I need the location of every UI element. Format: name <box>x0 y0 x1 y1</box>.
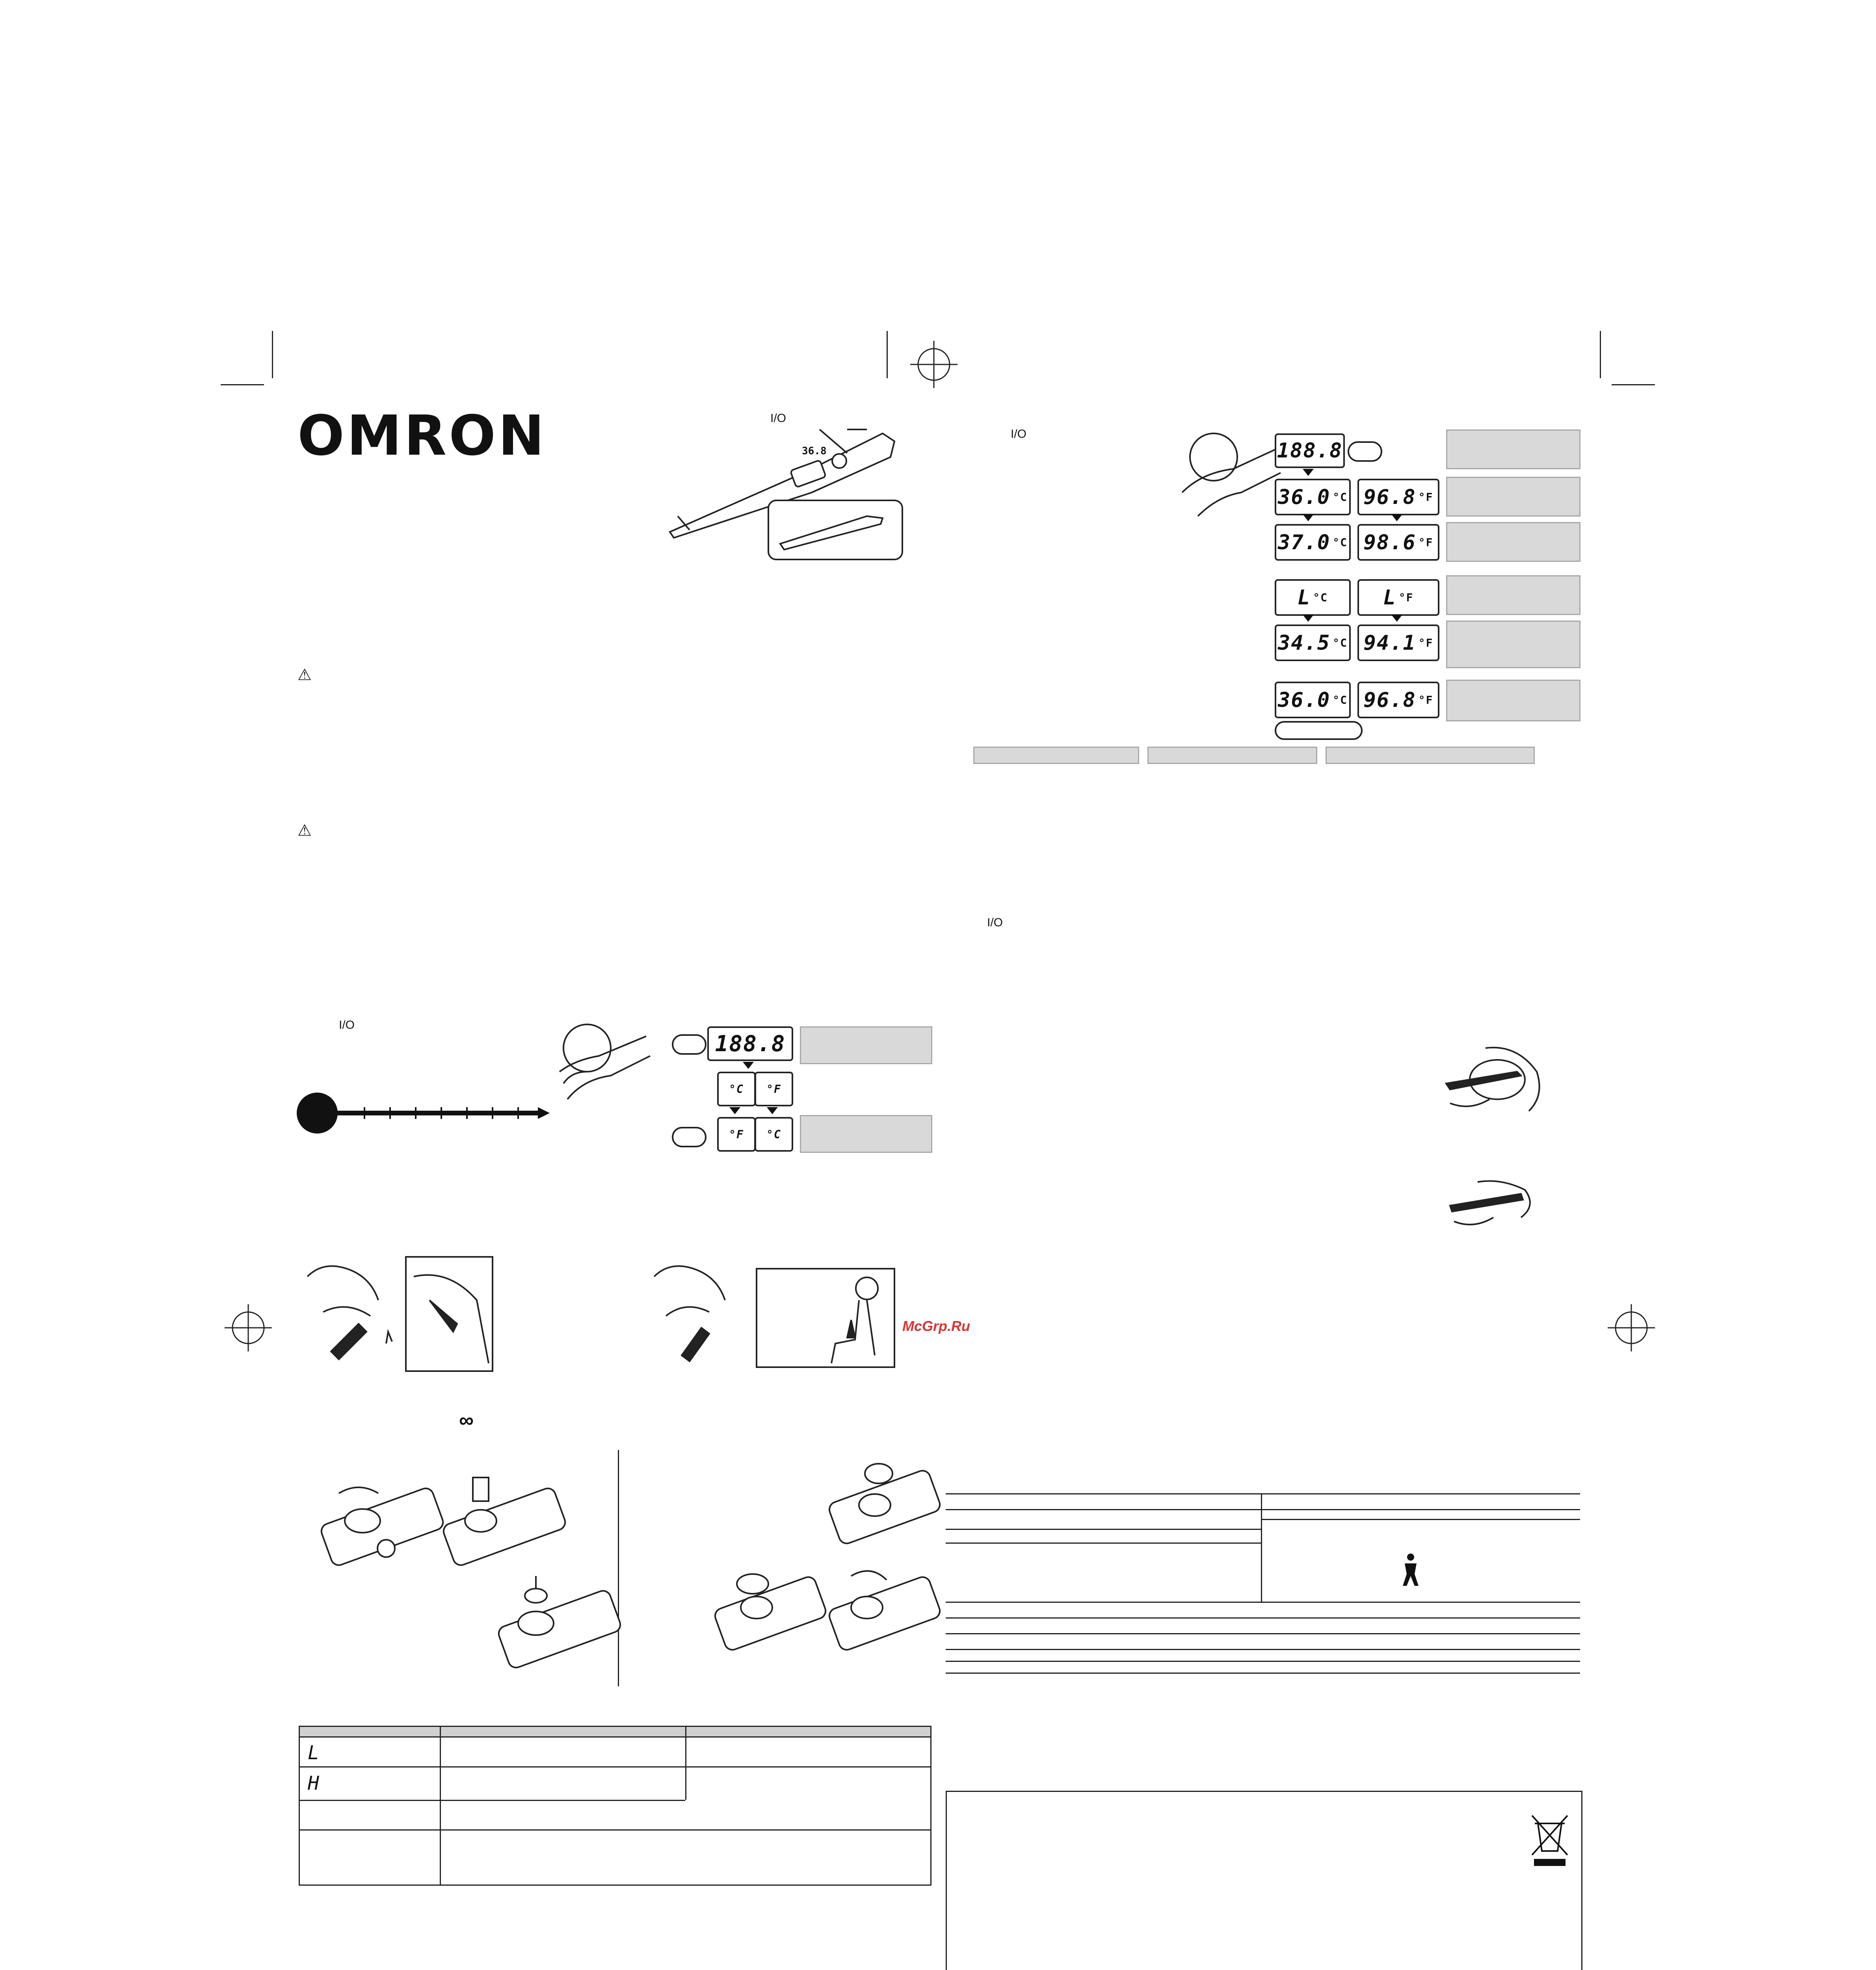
lcd-fahrenheit <box>1357 682 1439 718</box>
table-rule <box>946 1617 1580 1619</box>
instruction-box <box>1446 575 1580 615</box>
watermark: McGrp.Ru <box>902 1318 971 1334</box>
table-row-divider <box>300 1829 930 1831</box>
table-row-symbol: L <box>308 1742 319 1764</box>
arrow-down <box>767 1107 778 1114</box>
warning-icon: ⚠ <box>297 822 312 839</box>
timeline-bar <box>294 1091 554 1135</box>
lcd-value: 96.8 <box>1363 688 1416 712</box>
unit-label: °C <box>1333 491 1348 504</box>
table-rule <box>946 1529 1261 1530</box>
instruction-box <box>800 1115 932 1153</box>
unit-label: °F <box>766 1082 781 1096</box>
table-rule <box>946 1673 1580 1674</box>
unit-label: °C <box>729 1082 744 1096</box>
power-symbol-label: I/O <box>987 916 1003 929</box>
button-oval <box>1348 441 1382 462</box>
type-bf-icon <box>1399 1552 1422 1588</box>
arrow-down <box>1303 615 1314 622</box>
arrow-down <box>1303 469 1314 476</box>
table-rule <box>946 1633 1580 1634</box>
armpit-measurement-illustration <box>299 1253 496 1379</box>
arrow-down <box>743 1062 754 1069</box>
thermometer-display-value: 36.8 <box>802 445 827 457</box>
lcd-low-celsius <box>1275 579 1351 616</box>
lcd-value: 36.0 <box>1278 485 1331 509</box>
lcd-startup <box>1275 433 1345 468</box>
error-table <box>299 1726 931 1886</box>
lcd-value: L <box>1383 585 1396 610</box>
unit-label: °C <box>1333 693 1348 706</box>
table-row-divider <box>300 1800 685 1801</box>
table-row-symbol: H <box>308 1772 319 1794</box>
lcd-celsius <box>1275 624 1351 661</box>
table-rule <box>946 1493 1580 1494</box>
lcd-value: 188.8 <box>715 1031 786 1057</box>
lcd-startup <box>707 1026 793 1061</box>
table-rule <box>946 1509 1580 1510</box>
lcd-fahrenheit <box>1357 479 1439 515</box>
instruction-box <box>1446 680 1580 721</box>
hand-press-illustration <box>552 1020 654 1119</box>
table-rule <box>1261 1519 1580 1520</box>
instruction-box <box>1446 429 1580 469</box>
lcd-unit <box>755 1117 793 1152</box>
lcd-value: 98.6 <box>1363 530 1416 554</box>
lcd-value: 36.0 <box>1278 688 1331 712</box>
battery-replacement-illustration <box>315 1466 615 1686</box>
unit-label: °F <box>1398 591 1414 604</box>
arrow-down <box>729 1107 740 1114</box>
disposal-info-box <box>946 1791 1582 1970</box>
instruction-box <box>1446 477 1580 517</box>
button-oval <box>672 1127 707 1147</box>
lcd-unit <box>717 1117 756 1152</box>
lcd-value: 94.1 <box>1363 631 1416 655</box>
lcd-fahrenheit <box>1357 524 1439 561</box>
table-row-divider <box>300 1766 930 1767</box>
unit-label: °F <box>1418 491 1433 504</box>
arrow-down <box>1391 514 1402 521</box>
table-rule <box>946 1661 1580 1662</box>
lcd-unit <box>755 1072 793 1106</box>
lcd-fahrenheit <box>1357 624 1439 661</box>
unit-label: °C <box>1333 636 1348 649</box>
arrow-down <box>1303 514 1314 521</box>
arrow-down <box>1391 615 1402 622</box>
lcd-celsius <box>1275 479 1351 515</box>
divider-line <box>618 1450 619 1686</box>
lcd-value: 188.8 <box>1277 439 1343 463</box>
unit-label: °C <box>1313 591 1328 604</box>
omron-logo: OMRON <box>297 404 547 468</box>
legend-bar <box>973 747 1139 764</box>
unit-label: °F <box>729 1128 744 1141</box>
lcd-value: 37.0 <box>1278 530 1331 554</box>
legend-bar <box>1326 747 1535 764</box>
power-symbol-label: I/O <box>339 1018 355 1031</box>
table-rule <box>946 1602 1580 1603</box>
bracket-oval <box>1275 721 1363 740</box>
armpit-position-illustration <box>646 1253 898 1379</box>
instruction-box <box>1446 522 1580 562</box>
power-symbol-label: I/O <box>770 412 786 425</box>
warning-icon: ⚠ <box>297 666 312 684</box>
lcd-unit <box>717 1072 756 1106</box>
lcd-low-fahrenheit <box>1357 579 1439 616</box>
lcd-value: 96.8 <box>1363 485 1416 509</box>
battery-symbol: ∞ <box>459 1409 474 1432</box>
table-divider <box>685 1727 686 1800</box>
lcd-value: L <box>1297 585 1311 610</box>
table-divider <box>440 1727 441 1885</box>
weee-bin-icon <box>1530 1812 1569 1867</box>
button-oval <box>672 1034 707 1055</box>
unit-label: °F <box>1418 693 1433 706</box>
lcd-celsius <box>1275 524 1351 561</box>
unit-label: °F <box>1418 536 1433 549</box>
instruction-box <box>1446 621 1580 668</box>
unit-label: °F <box>1418 636 1433 649</box>
table-rule <box>946 1543 1261 1544</box>
battery-insert-illustration <box>701 1442 938 1686</box>
oral-measurement-illustration <box>1438 1032 1549 1253</box>
legend-bar <box>1147 747 1317 764</box>
unit-label: °C <box>1333 536 1348 549</box>
hand-press-illustration <box>1178 426 1288 520</box>
instruction-box <box>800 1026 932 1064</box>
thermometer-illustration <box>662 418 914 559</box>
power-symbol-label: I/O <box>1011 427 1027 440</box>
table-rule <box>946 1649 1580 1650</box>
unit-label: °C <box>766 1128 781 1141</box>
lcd-value: 34.5 <box>1278 631 1331 655</box>
table-header <box>300 1727 930 1738</box>
lcd-celsius <box>1275 682 1351 718</box>
table-divider <box>1261 1493 1262 1602</box>
